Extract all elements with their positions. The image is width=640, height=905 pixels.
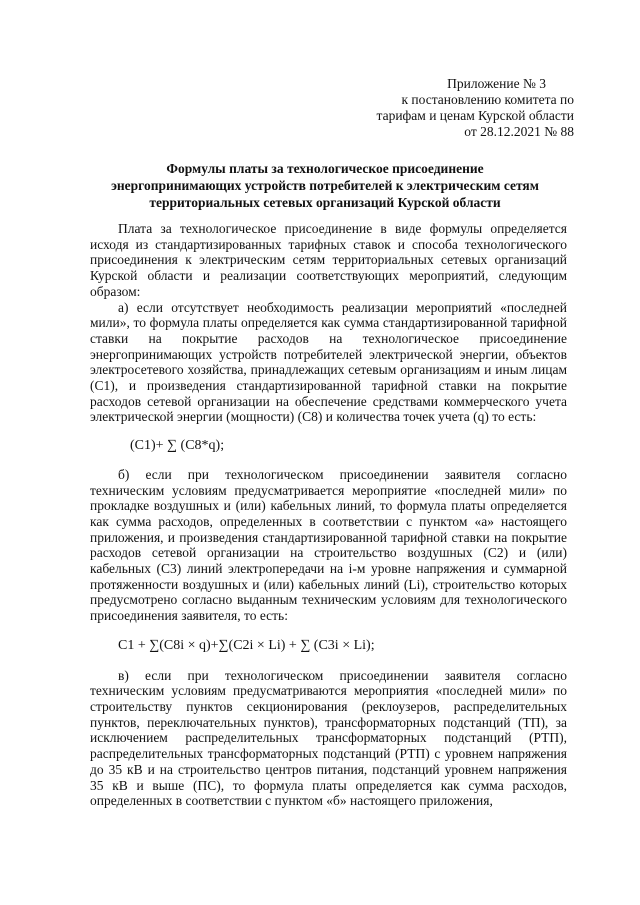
title-line: Формулы платы за технологическое присоединение <box>166 161 484 176</box>
document-title <box>90 160 560 211</box>
appendix-ref-line: тарифам и ценам Курской области <box>376 108 574 123</box>
appendix-header <box>334 76 574 140</box>
document-body <box>90 221 567 809</box>
appendix-date: от 28.12.2021 № 88 <box>464 124 574 139</box>
title-line: энергопринимающих устройств потребителей к электрическим сетям <box>111 178 539 193</box>
paragraph-c: в) если при технологическом присоединении заявителя согласно техническим условиям предусматриваются мероприятия «последней мили» по строительству пунктов секционирования (реклоузеров, распределительных пунктов, переключательных пунктов), трансформаторных подстанций (ТП), за исключением распределительных трансформаторных подстанций (РТП), распределительных трансформаторных подстанций (РТП) с уровнем напряжения до 35 кВ и на строительство центров питания, подстанций уровнем напряжения 35 кВ и выше (ПС), то формула платы определяется как сумма расходов, определенных в соответствии с пунктом «б» настоящего приложения, <box>90 667 567 809</box>
appendix-number: Приложение № 3 <box>447 76 546 91</box>
title-line: территориальных сетевых организаций Курской области <box>149 195 501 210</box>
formula-b: С1 + ∑(С8i × q)+∑(С2i × Li) + ∑ (С3i × Li); <box>118 637 375 653</box>
formula-a: (С1)+ ∑ (С8*q); <box>130 438 225 454</box>
paragraph-a: а) если отсутствует необходимость реализации мероприятий «последней мили», то формула платы определяется как сумма стандартизированной тарифной ставки на покрытие расходов на технологическое присоединение энергопринимающих устройств потребителей электрической энергии, объектов электросетевого хозяйства, принадлежащих сетевым организациям и иным лицам (С1), и произведения стандартизированной тарифной ставки на покрытие расходов сетевой организации на обеспечение средствами коммерческого учета электрической энергии (мощности) (С8) и количества точек учета (q) то есть: <box>90 299 567 425</box>
paragraph-b: б) если при технологическом присоединении заявителя согласно техническим условиям предусматривается мероприятие «последней мили» по прокладке воздушных и (или) кабельных линий, то формула платы определяется как сумма расходов, определенных в соответствии с пунктом «а» настоящего приложения, и произведения стандартизированной тарифной ставки на покрытие расходов сетевой организации на строительство воздушных (С2) и (или) кабельных (С3) линий электропередачи на i-м уровне напряжения и суммарной протяженности воздушных и (или) кабельных линий (Li), строительство которых предусмотрено согласно выданным техническим условиям для технологического присоединения заявителя, то есть: <box>90 466 567 624</box>
appendix-ref-line: к постановлению комитета по <box>401 92 574 107</box>
intro-paragraph: Плата за технологическое присоединение в виде формулы определяется исходя из стандартизированных тарифных ставок и способа технологического присоединения к электрическим сетям территориальных сетевых организаций Курской области и реализации соответствующих мероприятий, следующим образом: <box>90 221 567 299</box>
